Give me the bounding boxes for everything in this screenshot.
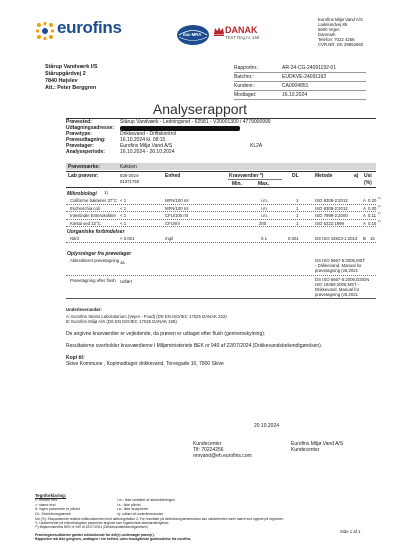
conclusion: De angivne kravværdier er vejledende, da prøven er udtaget efter flush (gennemskylning).: [66, 331, 266, 337]
sample-info-row: Prøvested: Stårup Vandværk - Ledningsnet - 62581 - V20001300 / 4779000999: [66, 119, 271, 125]
section-title-row: Uorganiske forbindelser: [67, 229, 125, 235]
section-title-row: Mikrobiologi 1): [67, 190, 108, 197]
sample-info-row: Prøvetype: Drikkevand - Driftskontrol: [66, 131, 177, 137]
table-row: Intestinale Enterokokker < 1 CFU/100 ml i.m. 1 ISO 7899-2:2000 A 0.11 1): [66, 212, 376, 220]
recipient-address: Stårup Vandværk I/S Stårupgårdvej 2 7840 Højslev Att.: Peter Berggren: [45, 64, 98, 91]
conclusion-compliance: Resultaterne overholder kravværdierne i Miljøministeriets BEK nr 940 af 22/07/2024 (Drikkevandsbekendtgørelsen).: [66, 343, 323, 349]
signature-date: 20.10.2024: [254, 423, 280, 429]
table-row: Escherichia coli < 1 MFN/100 ml i.m. 1 ISO 9308-2:2012 A 0.20 1): [66, 205, 376, 213]
legend: Tegnforklaring: <: mindre end >: større end #: ingen parametre er påvist DL: Detektionsgrænse: [35, 493, 80, 516]
section-inorganic: [66, 228, 376, 243]
ilac-mra-logo: ilac-MRA: [176, 24, 210, 46]
page-title: Analyserapport: [152, 101, 248, 117]
signature-right: Eurofins Miljø Vand A/S Kundecenter: [291, 441, 344, 453]
sample-info-row: Analyseperiode: 16.10.2024 - 20.10.2024: [66, 149, 175, 155]
sample-info-row: Prøvetager: Eurofins Miljø Vand A/S KL2A: [66, 143, 263, 149]
disclaimer: Prøvningsresultaterne gælder udelukkende for det(e) undersøgte prøve(r). Rapporten må ikke gengives, undtagen i sin helhed, uden forudgående godkendelse fra eurofins.: [35, 533, 192, 541]
section-sampler-info: [66, 250, 376, 299]
danak-logo: DANAK TEST Reg.nr. 168: [213, 24, 225, 42]
brand-name: eurofins: [57, 18, 122, 37]
signature-left: Kundecenter Tlf: 70224256 renvand@eh.eurofins.com: [193, 441, 252, 459]
report-meta-row: Kundenr.: CA0004851: [234, 83, 309, 89]
page-number: Side 1 af 1: [340, 529, 361, 534]
crown-icon: [213, 25, 225, 37]
lab-address: Eurofins Miljø Vand A/S Ladelundvej 85 6600 Vejen Danmark Telefon: 7022 4256 CVR.NR. DK 29852660: [318, 17, 364, 47]
section-microbiology: [66, 190, 381, 227]
sample-info-row: Prøveudtagning: 16.10.2024 kl. 08:15: [66, 137, 166, 143]
table-row: Coliforme bakterier 37°C < 1 MFN/100 ml i.m. 1 ISO 9308-2:2012 A 0.20 1): [66, 197, 376, 205]
section-title-row: Oplysninger fra prøvetager: [67, 251, 132, 257]
report-meta-row: Modtaget: 16.10.2024: [234, 92, 308, 98]
report-meta-row: Batchnr.: EUDKVE-24091192: [234, 74, 327, 80]
footnotes: Usi (%): Ekspanderede relative måleusikkerhed med dækningsfaktor 2. For resultater på detektionsgrænseniveau kan usikkerheden være større end opgivet på rapporten. *): Usikkerheder på mikrobiologiske parametre angives som logaritmiske standardafvigelser. **) Miljøministeriets BEK nr 940 af 22/07/2024 (Drikkevandsbekendtgørelsen): [35, 517, 285, 529]
table-header: Lab prøvenr: 835-2024- 01371750 Enhed Kravværdier *) Min. Max. DL Metode a) Usi (%): [68, 173, 372, 187]
table-row: Kimtal ved 22°C < 1 CFU/ml 200 1 ISO 6222:1999 A 0.15 1): [66, 220, 376, 228]
sample-info-row: Udtagningsadresse:: [66, 125, 376, 131]
table-row: Prøvetagning efter flush Udført DS ISO 5667-5:2006,DS/EN ISO 19458:2006,MST - Drikkevand. Manual for prøvetagning (v5,2021: [70, 277, 370, 297]
report-meta: [234, 64, 366, 100]
table-row: Akkrediteret prøvetagning Ja DS ISO 5667-5:2006,MST - Drikkevand. Manual for prøvetagning (v5,2021: [66, 257, 376, 276]
eurofins-dots-icon: [35, 21, 55, 41]
table-row: Nitrit < 0.001 mg/l 0.1 0.001 DS ISO 15923-1:2013 B 15: [66, 235, 376, 243]
sample-mark-band: Prøvemærke: Køkken: [66, 163, 376, 170]
subcontractors: Underleverandør: A: Eurofins Steins Laboratorium (Vejen - Food) (DS EN ISO/IEC 17025 DANAK 222) B: Eurofins Miljø A/S (DS EN ISO/IEC 17025 DANAK 168): [66, 307, 227, 324]
copy-to: Kopi til: Skive Kommune , Kopimodtager drikkevand, Torvegade 10, 7800 Skive: [66, 355, 224, 367]
sample-info: [66, 119, 376, 155]
report-meta-row: Rapportnr.: AR-24-CG-24091192-01: [234, 65, 337, 71]
legend-right: i.m.: Ikke omfattet af akkrediteringen i.s.: Ikke påvist i.a.: Ikke analyseret n): udført af underleverandør: [117, 498, 175, 516]
